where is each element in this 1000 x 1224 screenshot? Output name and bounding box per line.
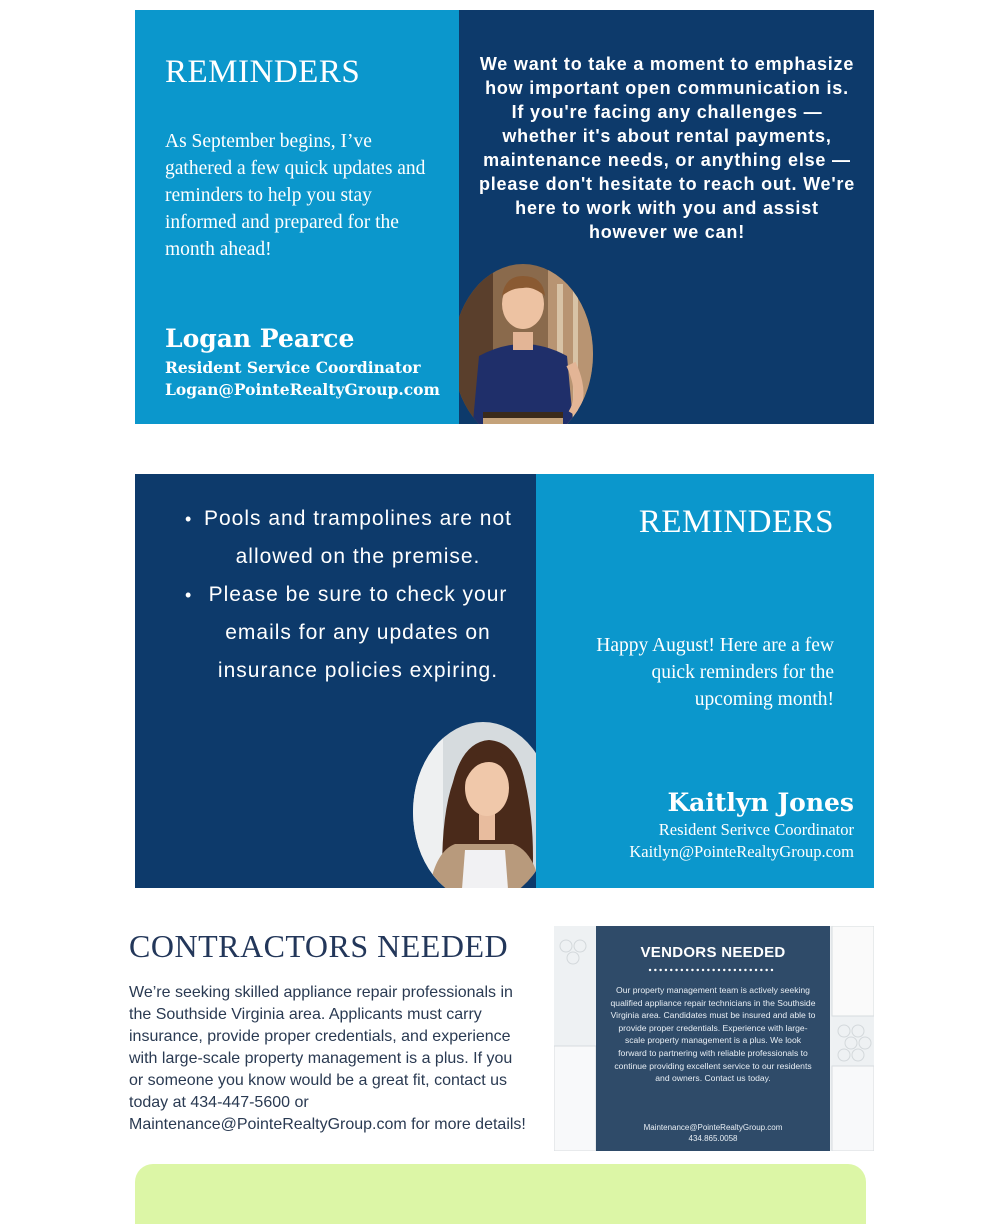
communication-message: We want to take a moment to emphasize how important open communication is. If you're facing any challenges — whether it's about rental payments, maintenance needs, or anything else — please don't hesitate to reach out. We're here to work with you and assist however we can!: [478, 54, 856, 242]
reminders-heading: REMINDERS: [165, 54, 361, 90]
coordinator-email[interactable]: Logan@PointeRealtyGroup.com: [165, 380, 440, 399]
vendors-phone[interactable]: 434.865.0058: [688, 1134, 738, 1143]
kaitlyn-photo: [413, 722, 536, 888]
contractors-description: We’re seeking skilled appliance repair professionals in the Southside Virginia area. Applicants must carry insurance, provide proper credentials, and experience with large-scale property management is a plus. If you or someone you know would be a great fit, contact us today at 434-447-5600 or Maintenance@PointeRealtyGroup.com for more details!: [129, 984, 526, 1133]
reminders-intro: Happy August! Here are a few quick reminders for the upcoming month!: [596, 635, 834, 710]
person-photo-icon: [459, 264, 593, 424]
list-item: • Pools and trampolines are not allowed on the premise.: [185, 500, 515, 576]
vendors-card: [596, 926, 830, 1151]
reminders-panel-september: [135, 10, 459, 424]
vendors-description: Our property management team is actively seeking qualified appliance repair technicians in the Southside Virginia area. Candidates must be insured and able to provide proper credentials. Experience with large-scale property management is a plus. We look forward to partnering with reliable professionals to continue providing excellent service to our residents and owners. Contact us today.: [610, 985, 816, 1084]
reminders-heading: REMINDERS: [638, 504, 834, 540]
coordinator-role: Resident Serivce Coordinator: [658, 820, 854, 839]
coordinator-email[interactable]: Kaitlyn@PointeRealtyGroup.com: [629, 842, 854, 861]
vendors-contact: [596, 1122, 830, 1144]
communication-panel: [459, 10, 874, 424]
reminders-list: [185, 500, 515, 690]
coordinator-name: Logan Pearce: [165, 324, 355, 353]
list-item: • Please be sure to check your emails for any updates on insurance policies expiring.: [185, 576, 515, 690]
dotted-divider-icon: [648, 966, 778, 974]
vendors-title: VENDORS NEEDED: [640, 944, 786, 961]
reminders-list-panel: [135, 474, 536, 888]
reminders-panel-august: [536, 474, 874, 888]
logan-photo: [459, 264, 593, 424]
coordinator-name: Kaitlyn Jones: [667, 788, 854, 817]
contractors-heading: CONTRACTORS NEEDED: [129, 928, 509, 964]
coordinator-role: Resident Service Coordinator: [165, 358, 421, 377]
person-photo-icon: [413, 722, 536, 888]
vendors-needed-flyer: [554, 926, 874, 1151]
vendors-email[interactable]: Maintenance@PointeRealtyGroup.com: [643, 1123, 783, 1132]
footer-green-panel: [135, 1164, 866, 1224]
reminders-intro: As September begins, I’ve gathered a few quick updates and reminders to help you stay informed and prepared for the month ahead!: [165, 131, 426, 260]
